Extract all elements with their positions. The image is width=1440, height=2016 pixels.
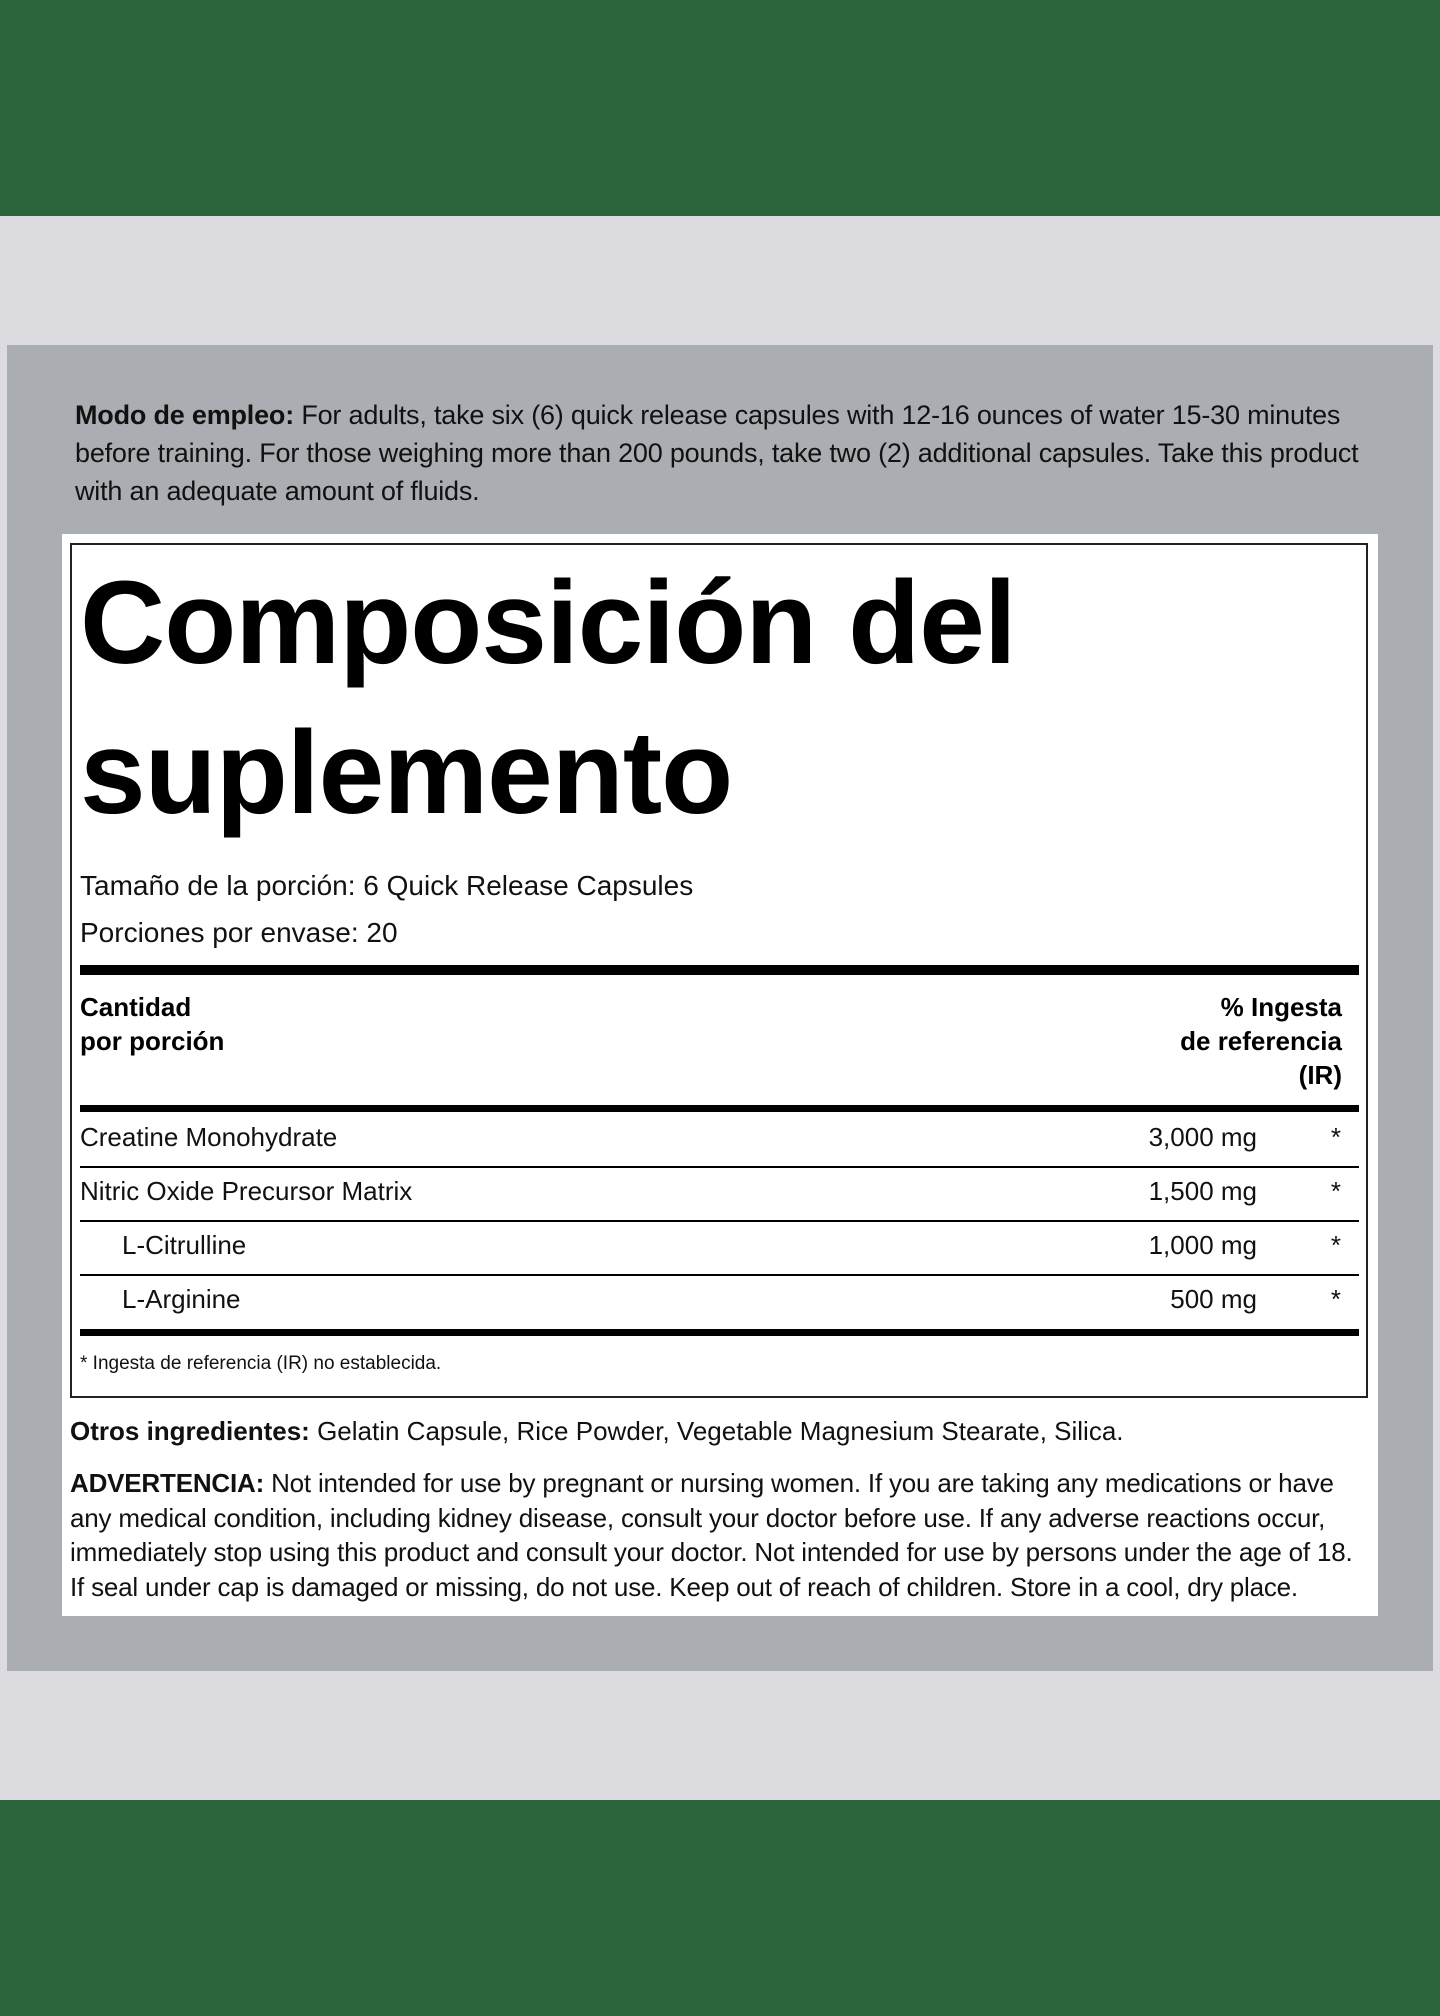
header-right-line-1: % Ingesta [1220, 992, 1342, 1022]
ingredient-name: Nitric Oxide Precursor Matrix [80, 1176, 413, 1206]
title-line-1: Composición del [80, 557, 1016, 689]
other-ingredients-label: Otros ingredientes: [70, 1416, 310, 1446]
table-row [80, 1272, 1359, 1326]
ingredient-name: L-Arginine [122, 1284, 241, 1314]
top-green-band [0, 0, 1440, 216]
other-ingredients-text: Gelatin Capsule, Rice Powder, Vegetable Magnesium Stearate, Silica. [317, 1416, 1124, 1446]
table-row [80, 1164, 1359, 1218]
header-left-line-2: por porción [80, 1026, 225, 1056]
ingredient-name: Creatine Monohydrate [80, 1122, 338, 1152]
ingredient-reference-intake: * [1330, 1230, 1341, 1260]
servings-per-container: Porciones por envase: 20 [80, 917, 398, 948]
other-ingredients [70, 1413, 1360, 1449]
thick-divider-top [80, 965, 1359, 975]
warning-label: ADVERTENCIA: [70, 1468, 265, 1498]
bottom-green-band [0, 1800, 1440, 2016]
supplement-facts-title [80, 548, 1180, 848]
header-right-line-2: de referencia [1180, 1026, 1342, 1056]
ingredient-reference-intake: * [1330, 1284, 1341, 1314]
thick-divider-bottom [80, 1329, 1359, 1336]
ingredient-amount: 1,500 mg [1148, 1176, 1257, 1206]
ingredient-amount: 1,000 mg [1148, 1230, 1257, 1260]
directions-text [75, 396, 1365, 510]
ingredient-amount: 3,000 mg [1148, 1122, 1257, 1152]
ingredient-name: L-Citrulline [122, 1230, 247, 1260]
table-row [80, 1218, 1359, 1272]
ingredient-amount: 500 mg [1170, 1284, 1257, 1314]
warning-body: Not intended for use by pregnant or nursing women. If you are taking any medications or have any medical condition, including kidney disease, consult your doctor before use. If any adverse reactions occur, immediately stop using this product and consult your doctor. Not intended for use by persons under the age of 18. If seal under cap is damaged or missing, do not use. Keep out of reach of children. Store in a cool, dry place. [70, 1468, 1353, 1602]
reference-intake-header [1180, 990, 1342, 1092]
ingredient-reference-intake: * [1330, 1122, 1341, 1152]
title-line-2: suplemento [80, 707, 733, 839]
directions-body: For adults, take six (6) quick release capsules with 12-16 ounces of water 15-30 minutes before training. For those weighing more than 200 pounds, take two (2) additional capsules. Take this product with an adequate amount of fluids. [75, 400, 1359, 506]
ingredient-reference-intake: * [1330, 1176, 1341, 1206]
directions-label: Modo de empleo: [75, 400, 294, 430]
serving-size: Tamaño de la porción: 6 Quick Release Capsules [80, 870, 694, 901]
header-left-line-1: Cantidad [80, 992, 192, 1022]
header-right-line-3: (IR) [1298, 1060, 1342, 1090]
warning-text [70, 1466, 1370, 1604]
reference-intake-footnote: * Ingesta de referencia (IR) no establecida. [80, 1353, 442, 1374]
amount-per-serving-header [80, 990, 224, 1058]
table-row [80, 1110, 1359, 1164]
